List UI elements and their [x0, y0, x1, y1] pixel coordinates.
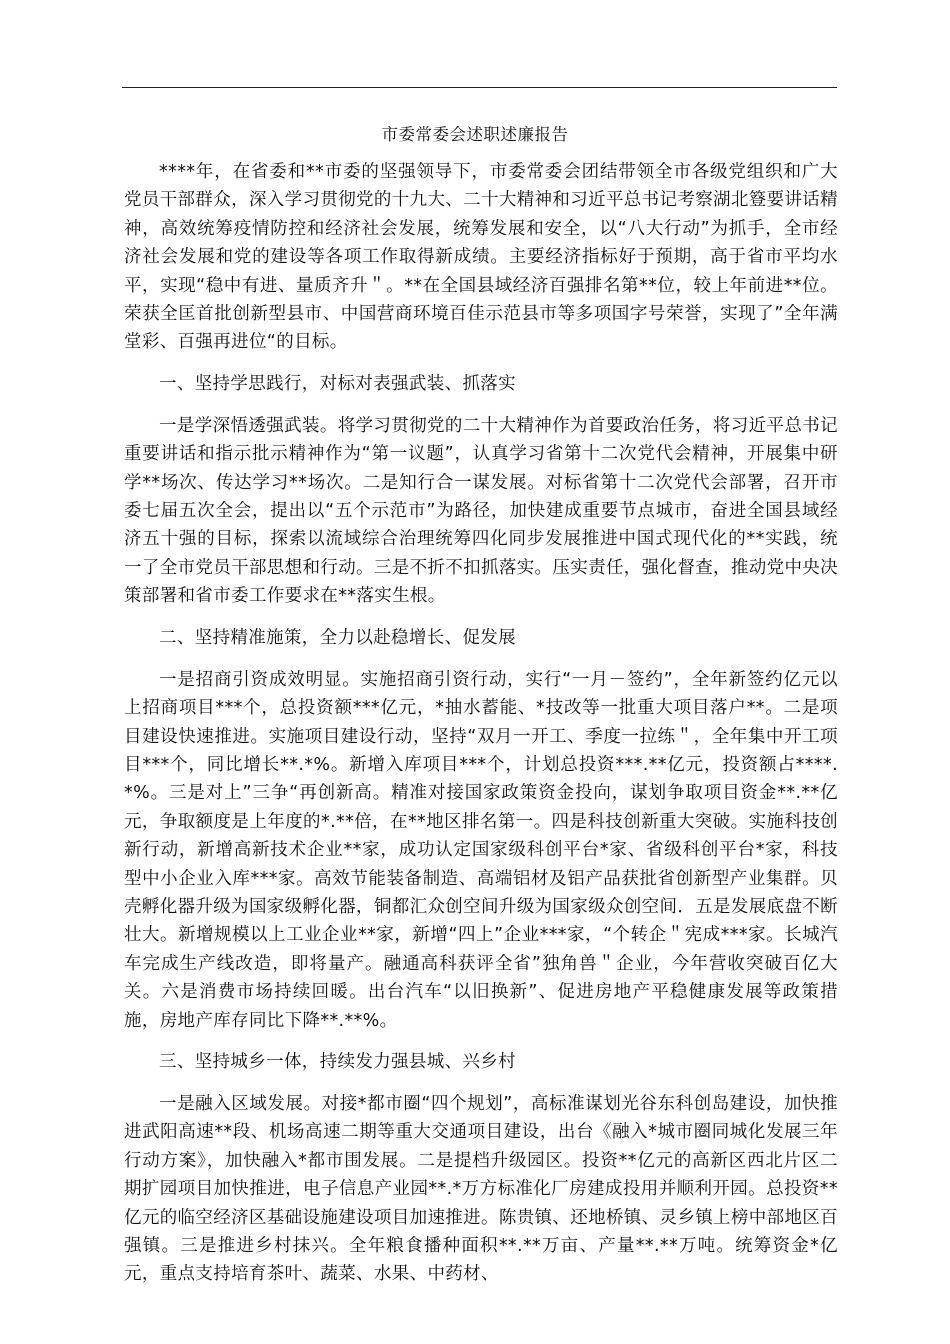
header-rule	[122, 87, 837, 88]
paragraph-section-1: 一是学深悟透强武装。将学习贯彻党的二十大精神作为首要政治任务，将习近平总书记重要讲话和指示批示精神作为“第一议题”，认真学习省第十二次党代会精神，开展集中研学**场次、传达学习**场次。二是知行合一谋发展。对标省第十二次党代会部署，召开市委七届五次全会，提出以“五个示范市”为路径，加快建成重要节点城市，奋进全国县域经济五十强的目标，探索以流域综合治理统筹四化同步发展推进中国式现代化的**实践，统一了全市党员干部思想和行动。三是不折不扣抓落实。压实责任，强化督查，推动党中央决策部署和省市委工作要求在**落实生根。	[124, 415, 838, 607]
document-body	[124, 158, 838, 1289]
section-heading-1: 一、坚持学思践行，对标对表强武装、抓落实	[159, 373, 516, 394]
section-heading-3: 三、坚持城乡一体，持续发力强县城、兴乡村	[159, 1051, 516, 1072]
paragraph-section-2: 一是招商引资成效明显。实施招商引资行动，实行“一月－签约”，全年新签约亿元以上招商项目***个，总投资额***亿元，*抽水蓄能、*技改等一批重大项目落户**。二是项目建设快速推进。实施项目建设行动，坚持“双月一开工、季度一拉练＂，全年集中开工项目***个，同比增长**.*%。新增入库项目***个，计划总投资***.**亿元，投资额占****.*%。三是对上”三争“再创新高。精准对接国家政策资金投向，谋划争取项目资金**.**亿元，争取额度是上年度的*.**倍，在**地区排名第一。四是科技创新重大突破。实施科技创新行动，新增高新技术企业**家，成功认定国家级科创平台*家、省级科创平台*家，科技型中小企业入库***家。高效节能装备制造、高端铝材及铝产品获批省创新型产业集群。贝壳孵化器升级为国家级孵化器，铜都汇众创空间升级为国家级众创空间．五是发展底盘不断壮大。新增规模以上工业企业**家，新增“四上”企业***家，“个转企＂宪成***家。长城汽车完成生产线改造，即将量产。融通高科获评全省”独角兽＂企业，今年营收突破百亿大关。六是消费市场持续回暖。出台汽车“以旧换新”、促进房地产平稳健康发展等政策措施，房地产库存同比下降**.**%。	[124, 669, 838, 1031]
section-heading-2: 二、坚持精准施策，全力以赴稳增长、促发展	[159, 627, 516, 648]
paragraph-intro: ****年，在省委和**市委的坚强领导下，市委常委会团结带领全市各级党组织和广大党员干部群众，深入学习贯彻党的十九大、二十大精神和习近平总书记考察湖北簦要讲话精神，高效统筹疫情防控和经济社会发展，统筹发展和安全，以“八大行动”为抓手，全市经济社会发展和党的建设等各项工作取得新成绩。主要经济指标好于预期，高于省市平均水平，实现“稳中有进、量质齐升＂。**在全国县域经济百强排名第**位，较上年前进**位。荣获全匡首批创新型县市、中国营商环境百佳示范县市等多项国字号荣誉，实现了”全年满堂彩、百强再进位“的目标。	[124, 162, 838, 353]
paragraph-section-3: 一是融入区域发展。对接*都市圈“四个规划”，高标准谋划光谷东科创岛建设，加快推进武阳高速**段、机场高速二期等重大交通项目建设，出台《融入*城市圈同城化发展三年行动方案》，加快融入*都市围发展。二是提档升级园区。投资**亿元的高新区西北片区二期扩园项目加快推进，电子信息产业园**.*万方标准化厂房建成投用并顺利开园。总投资**亿元的临空经济区基础设施建设项目加速推进。陈贵镇、还地桥镇、灵乡镇上榜中部地区百强镇。三是推进乡村抹兴。全年粮食播种面积**.**万亩、产量**.**万吨。统筹资金*亿元，重点支持培育茶叶、蔬菜、水果、中药材、	[124, 1093, 838, 1285]
document-title: 市委常委会述职述廉报告	[381, 125, 569, 144]
